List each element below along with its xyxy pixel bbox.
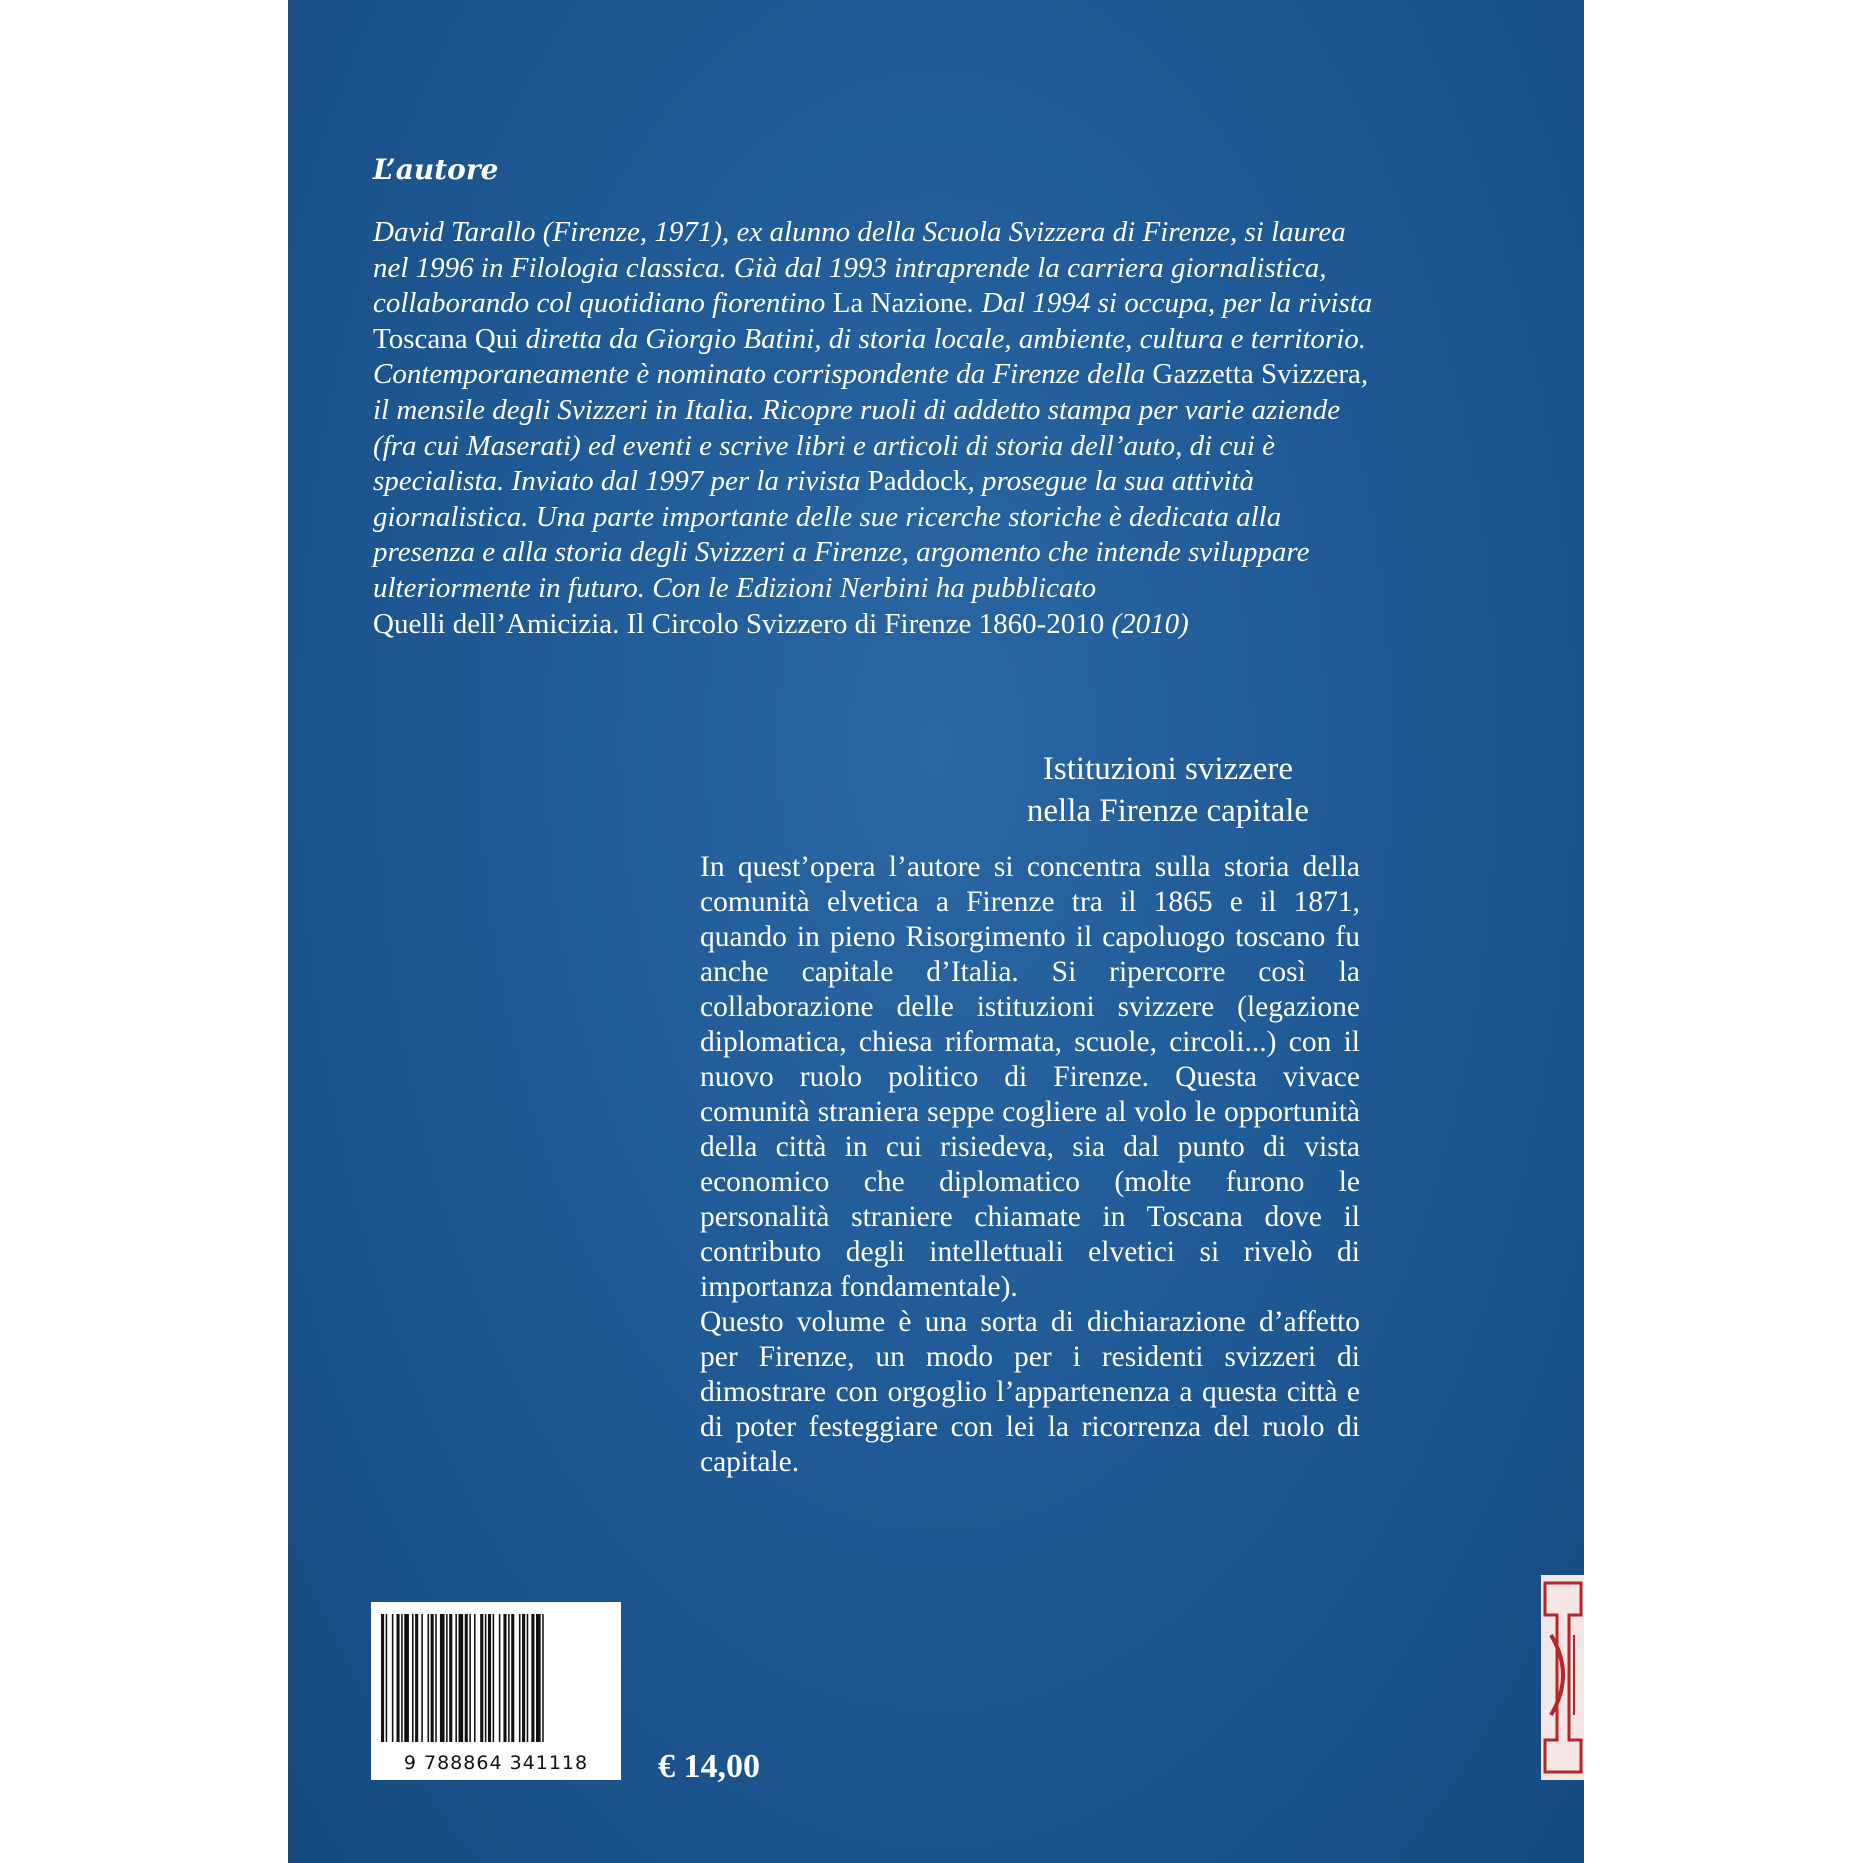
bio-newspaper-title: Gazzetta Svizzera <box>1152 358 1361 391</box>
barcode-bar <box>440 1614 445 1742</box>
isbn-number: 9 788864 341118 <box>403 1752 589 1774</box>
barcode-bar <box>381 1614 384 1742</box>
barcode-bar <box>503 1614 506 1742</box>
bio-text: diretta da Giorgio Batini, di storia locale, ambiente, cultura e territorio. Contemporaneamente è nominato corrispondente da Firenze della <box>373 322 1366 391</box>
book-back-cover <box>288 0 1584 1863</box>
barcode-bar <box>435 1614 437 1742</box>
barcode-bar <box>480 1614 483 1742</box>
barcode-bar <box>522 1614 525 1742</box>
barcode-bar <box>431 1614 434 1742</box>
publisher-logo-icon <box>1541 1575 1584 1780</box>
barcode-bars <box>371 1602 621 1752</box>
barcode-bar <box>536 1614 541 1742</box>
barcode-bar <box>455 1614 457 1742</box>
previous-book-year: (2010) <box>1111 607 1189 640</box>
barcode-bar <box>386 1614 388 1742</box>
barcode-bar <box>392 1614 394 1742</box>
barcode-bar <box>465 1614 468 1742</box>
book-summary <box>700 850 1360 1480</box>
bio-text: , il mensile degli Svizzeri in Italia. Ricopre ruoli di addetto stampa per varie aziende (fra cui Maserati) ed eventi e scrive libri e articoli di storia dell’auto, di cui è specialista. Inviato dal 1997 per la rivista <box>373 358 1369 498</box>
barcode-bar <box>459 1614 464 1742</box>
barcode-bar <box>415 1614 418 1742</box>
bio-magazine-title: Toscana Qui <box>373 322 519 355</box>
book-title <box>838 748 1498 832</box>
isbn-barcode <box>371 1602 621 1780</box>
barcode-bar <box>469 1614 471 1742</box>
publisher-logo-mark <box>1541 1575 1584 1780</box>
barcode-bar <box>488 1614 491 1742</box>
book-title-line: Istituzioni svizzere <box>1042 751 1294 787</box>
barcode-bar <box>404 1614 409 1742</box>
book-title-line: nella Firenze capitale <box>1026 793 1310 829</box>
previous-book-line <box>373 607 1383 643</box>
price-label: € 14,00 <box>658 1748 760 1785</box>
barcode-bar <box>397 1614 400 1742</box>
barcode-bar <box>511 1614 514 1742</box>
author-heading: L’autore <box>373 153 499 186</box>
barcode-bar <box>499 1614 501 1742</box>
barcode-bar <box>449 1614 452 1742</box>
author-bio <box>373 215 1383 642</box>
summary-paragraph: Questo volume è una sorta di dichiarazione d’affetto per Firenze, un modo per i residenti svizzeri di dimostrare con orgoglio l’appartenenza a questa città e di poter festeggiare con lei la ricorrenza del ruolo di capitale. <box>700 1306 1360 1478</box>
barcode-bar <box>542 1614 544 1742</box>
barcode-bar <box>401 1614 403 1742</box>
barcode-bar <box>493 1614 495 1742</box>
barcode-bar <box>531 1614 534 1742</box>
summary-paragraph: In quest’opera l’autore si concentra sulla storia della comunità elvetica a Firenze tra il 1865 e il 1871, quando in pieno Risorgimento il capoluogo toscano fu anche capitale d’Italia. Si ripercorre così la collaborazione delle istituzioni svizzere (legazione diplomatica, chiesa riformata, scuole, circoli...) con il nuovo ruolo politico di Firenze. Questa vivace comunità straniera seppe cogliere al volo le opportunità della città in cui risiedeva, sia dal punto di vista economico che diplomatico (molte furono le personalità straniere chiamate in Toscana dove il contributo degli intellettuali elvetici si rivelò di importanza fondamentale). <box>700 851 1360 1303</box>
barcode-bar <box>527 1614 529 1742</box>
bio-newspaper-title: La Nazione <box>832 287 968 320</box>
barcode-bar <box>474 1614 476 1742</box>
previous-book-title: Quelli dell’Amicizia. Il Circolo Svizzero di Firenze 1860-2010 <box>373 607 1105 640</box>
barcode-bar <box>446 1614 448 1742</box>
barcode-bar <box>412 1614 414 1742</box>
bio-text: . Dal 1994 si occupa, per la rivista <box>967 287 1373 320</box>
bio-text: David Tarallo (Firenze, 1971), ex alunno della Scuola Svizzera di Firenze, si laurea nel 1996 in Filologia classica. Già dal 1993 intraprende la carriera giornalistica, collaborando col quotidiano fiorentino <box>373 216 1346 320</box>
barcode-bar <box>421 1614 423 1742</box>
bio-magazine-title: Paddock <box>867 465 968 498</box>
barcode-bar <box>519 1614 521 1742</box>
barcode-bar <box>428 1614 430 1742</box>
barcode-bar <box>485 1614 487 1742</box>
bio-text: , prosegue la sua attività giornalistica. Una parte importante delle sue ricerche storiche è dedicata alla presenza e alla storia degli Svizzeri a Firenze, argomento che intende sviluppare ulteriormente in futuro. Con le Edizioni Nerbini ha pubblicato <box>373 465 1310 604</box>
barcode-bar <box>508 1614 510 1742</box>
